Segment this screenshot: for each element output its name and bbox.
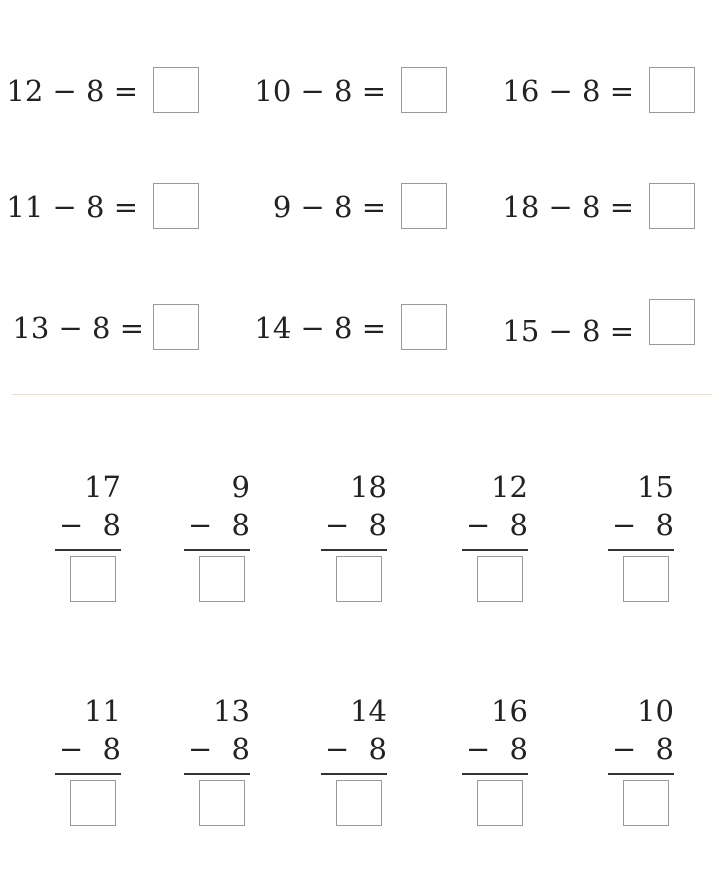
- horizontal-problem: [502, 183, 698, 231]
- problem-expression: 10 − 8 =: [254, 74, 386, 108]
- sum-line: [462, 549, 528, 551]
- horizontal-problem: [254, 67, 450, 115]
- problem-expression: 14 − 8 =: [254, 311, 386, 345]
- answer-box[interactable]: [153, 67, 199, 113]
- subtrahend: 8: [231, 508, 250, 542]
- sum-line: [321, 773, 387, 775]
- horizontal-problem: [12, 304, 202, 352]
- problem-expression: 18 − 8 =: [502, 190, 634, 224]
- answer-box[interactable]: [649, 183, 695, 229]
- answer-box[interactable]: [649, 299, 695, 345]
- minuend: 14: [350, 694, 387, 728]
- horizontal-problem: [502, 67, 698, 115]
- answer-box[interactable]: [199, 780, 245, 826]
- minus-sign: −: [188, 508, 213, 542]
- answer-box[interactable]: [477, 556, 523, 602]
- minuend: 11: [84, 694, 121, 728]
- vertical-problem: [608, 693, 678, 843]
- answer-box[interactable]: [199, 556, 245, 602]
- answer-box[interactable]: [623, 556, 669, 602]
- answer-box[interactable]: [477, 780, 523, 826]
- subtrahend: 8: [655, 732, 674, 766]
- answer-box[interactable]: [401, 67, 447, 113]
- problem-expression: 16 − 8 =: [502, 74, 634, 108]
- subtrahend: 8: [368, 732, 387, 766]
- problem-expression: 13 − 8 =: [12, 311, 144, 345]
- minus-sign: −: [612, 732, 637, 766]
- answer-box[interactable]: [70, 780, 116, 826]
- sum-line: [55, 549, 121, 551]
- minus-sign: −: [466, 732, 491, 766]
- horizontal-problem: [268, 183, 450, 231]
- vertical-problem: [55, 693, 125, 843]
- vertical-problem: [608, 469, 678, 619]
- sum-line: [184, 549, 250, 551]
- vertical-problem: [321, 693, 391, 843]
- answer-box[interactable]: [649, 67, 695, 113]
- subtrahend: 8: [102, 732, 121, 766]
- problem-expression: 15 − 8 =: [502, 314, 634, 348]
- subtrahend: 8: [509, 732, 528, 766]
- subtrahend: 8: [102, 508, 121, 542]
- answer-box[interactable]: [336, 780, 382, 826]
- subtrahend: 8: [655, 508, 674, 542]
- vertical-problem: [184, 469, 254, 619]
- problem-expression: 9 − 8 =: [272, 190, 386, 224]
- answer-box[interactable]: [623, 780, 669, 826]
- minuend: 17: [84, 470, 121, 504]
- sum-line: [608, 549, 674, 551]
- minus-sign: −: [466, 508, 491, 542]
- minus-sign: −: [325, 508, 350, 542]
- minuend: 16: [491, 694, 528, 728]
- vertical-problem: [462, 469, 532, 619]
- minus-sign: −: [188, 732, 213, 766]
- minuend: 13: [213, 694, 250, 728]
- problem-expression: 11 − 8 =: [6, 190, 138, 224]
- sum-line: [608, 773, 674, 775]
- horizontal-problem: [254, 304, 450, 352]
- minuend: 9: [231, 470, 250, 504]
- minuend: 18: [350, 470, 387, 504]
- subtrahend: 8: [368, 508, 387, 542]
- subtrahend: 8: [231, 732, 250, 766]
- sum-line: [184, 773, 250, 775]
- sum-line: [462, 773, 528, 775]
- answer-box[interactable]: [153, 304, 199, 350]
- subtrahend: 8: [509, 508, 528, 542]
- vertical-problem: [321, 469, 391, 619]
- horizontal-problem: [502, 299, 698, 348]
- sum-line: [321, 549, 387, 551]
- answer-box[interactable]: [70, 556, 116, 602]
- horizontal-problem: [6, 67, 202, 115]
- minus-sign: −: [59, 508, 84, 542]
- minus-sign: −: [325, 732, 350, 766]
- section-divider: [12, 394, 712, 395]
- vertical-problem: [55, 469, 125, 619]
- horizontal-problem: [6, 183, 202, 231]
- minus-sign: −: [612, 508, 637, 542]
- answer-box[interactable]: [401, 304, 447, 350]
- answer-box[interactable]: [153, 183, 199, 229]
- minuend: 10: [637, 694, 674, 728]
- sum-line: [55, 773, 121, 775]
- minuend: 15: [637, 470, 674, 504]
- problem-expression: 12 − 8 =: [6, 74, 138, 108]
- vertical-problem: [462, 693, 532, 843]
- vertical-problem: [184, 693, 254, 843]
- answer-box[interactable]: [401, 183, 447, 229]
- minus-sign: −: [59, 732, 84, 766]
- answer-box[interactable]: [336, 556, 382, 602]
- minuend: 12: [491, 470, 528, 504]
